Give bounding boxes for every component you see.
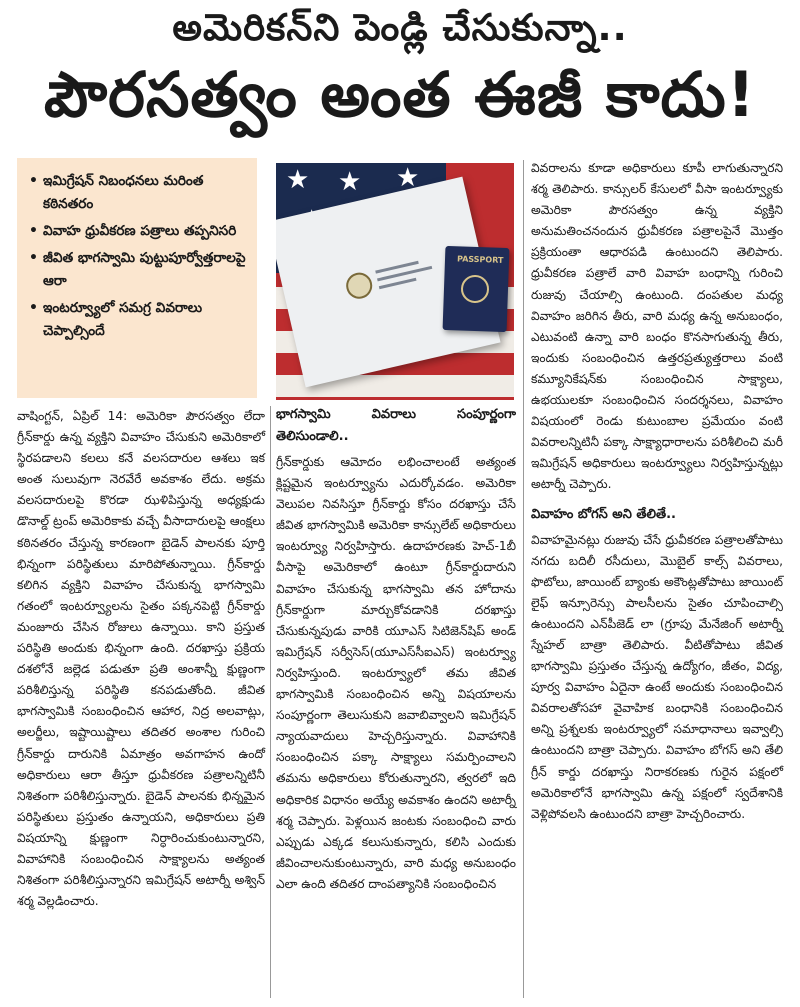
star-icon: ★ <box>396 163 420 193</box>
uscis-seal-icon <box>344 270 375 301</box>
section-subheading: భాగస్వామి వివరాలు సంపూర్ణంగా తెలిసుండాలి.. <box>276 407 516 444</box>
eagle-emblem-icon <box>461 274 490 303</box>
bullet-icon: • <box>29 223 38 239</box>
highlight-text: ఇమిగ్రేషన్‌ నిబంధనలు మరింత కఠినతరం <box>43 173 204 212</box>
column-divider <box>270 406 271 998</box>
passport-label: PASSPORT <box>456 254 504 265</box>
highlight-text: వివాహ ధ్రువీకరణ పత్రాలు తప్పనిసరి <box>43 223 237 239</box>
passport <box>443 246 510 332</box>
section-subheading: వివాహం బోగస్‌ అని తేలితే.. <box>531 506 676 522</box>
bullet-icon: • <box>29 173 38 189</box>
highlight-text: జీవిత భాగస్వామి పుట్టుపూర్వోత్తరాలపై ఆరా <box>43 250 246 289</box>
highlight-item <box>29 170 249 216</box>
highlight-item <box>29 247 249 293</box>
highlight-text: ఇంటర్వ్యూలో సమగ్ర వివరాలు చెప్పాల్సిందే <box>43 300 203 339</box>
highlight-item <box>29 297 249 343</box>
bullet-icon: • <box>29 250 38 266</box>
body-text: వివాహమైనట్లు రుజువు చేసే ధ్రువీకరణ పత్రాలతోపాటు నగదు బదిలీ రసీదులు, మొబైల్‌ కాల్స్‌ వివరాలు, ఫొటోలు, జాయింట్‌ బ్యాంకు అకౌంట్లతోపాటు జాయింట్‌ లైఫ్‌ ఇన్సూరెన్సు పాలసీలను సైతం చూపించాల్సి ఉంటుందని ఎన్‌పీజెడ్‌ లా (గ్రూపు మేనేజింగ్‌ అటార్నీ స్నేహల్‌ బాత్రా తెలిపారు. వీటితోపాటు జీవిత భాగస్వామి ప్రస్తుతం చేస్తున్న ఉద్యోగం, జీతం, విద్య, పూర్వ వివాహం ఏదైనా ఉంటే అందుకు సంబంధించిన వివరాలతోసహా వైవాహిక బంధానికి సంబంధించిన అన్ని ప్రశ్నలకు ఇంటర్వ్యూలో సమాధానాలు ఇవ్వాల్సి ఉంటుందని బాత్రా చెప్పారు. వివాహం బోగస్‌ అని తేలి గ్రీన్‌ కార్డు దరఖాస్తు నిరాకరణకు గురైన పక్షంలో అమెరికాలోనే భాగస్వామి ఉన్న పక్షంలో స్వదేశానికి వెళ్లిపోవలసి ఉంటుందని బాత్రా హెచ్చరించారు. <box>531 532 783 821</box>
body-text: వాషింగ్టన్‌, ఏప్రిల్‌ 14: అమెరికా పౌరసత్వం లేదా గ్రీన్‌కార్డు ఉన్న వ్యక్తిని వివాహం చేసుకుని అమెరికాలో స్థిరపడాలని కలలు కనే వలసదారుల ఆశలు ఇక అంత సులువుగా నెరవేరే అవకాశం లేదు. అక్రమ వలసదారులపై కొరడా ఝళిపిస్తున్న అధ్యక్షుడు డొనాల్డ్‌ ట్రంప్‌ అమెరికాకు వచ్చే వీసాదారులపై ఆంక్షలు కఠినతరం చేస్తున్న కారణంగా బైడెన్‌ పాలనకు పూర్తి భిన్నంగా పరిస్థితులు మారిపోతున్నాయి. గ్రీన్‌కార్డు కలిగిన వ్యక్తిని వివాహం చేసుకున్న భాగస్వామి గతంలో ఇంటర్వ్యూలను సైతం పక్కనపెట్టి గ్రీన్‌కార్డు మంజూరు చేసిన రోజులు ఉన్నాయి. కాని ప్రస్తుత పరిస్థితి అందుకు భిన్నంగా ఉంది. దరఖాస్తు ప్రక్రియ దశలోనే జల్లెడ పడుతూ ప్రతి అంశాన్నీ క్షుణ్ణంగా పరిశీలిస్తున్న పరిస్థితి కనపడుతోంది. జీవిత భాగస్వామికి సంబంధించిన ఆహార, నిద్ర అలవాట్లు, అలర్జీలు, ఇష్టాయిష్టాలు తదితర అంశాల గురించి గ్రీన్‌కార్డు దారునికి ఏమాత్రం అవగాహన ఉందో అధికారులు ఆరా తీస్తూ ధ్రువీకరణ పత్రాలన్నిటినీ నిశితంగా పరిశీలిస్తున్నారు. బైడెన్‌ పాలనకు భిన్నమైన పరిస్థితులు ప్రస్తుతం ఉన్నాయని, అధికారులు ప్రతి విషయాన్ని క్షుణ్ణంగా నిర్ధారించుకుంటున్నారని, వివాహానికి సంబంధించిన సాక్ష్యాలను అత్యంత నిశితంగా పరిశీలిస్తున్నారని ఇమిగ్రేషన్‌ అటార్నీ అశ్విన్‌ శర్మ వెల్లడించారు. <box>17 409 265 909</box>
main-headline: పౌరసత్వం అంత ఈజీ కాదు! <box>43 58 757 131</box>
article-column-2 <box>276 404 516 895</box>
highlight-item <box>29 220 249 243</box>
body-text: వివరాలను కూడా అధికారులు కూపీ లాగుతున్నారని శర్మ తెలిపారు. కాన్సులర్‌ కేసులలో వీసా ఇంటర్వ్యూకు అమెరికా పౌరసత్వం ఉన్న వ్యక్తిని అనుమతించనందున ధ్రువీకరణ పత్రాలపైనే మొత్తం ప్రక్రియంతా ఆధారపడి ఉంటుందని తెలిపారు. ధ్రువీకరణ పత్రాలే వారి వివాహ బంధాన్ని గురించి రుజువు చేయాల్సి ఉంటుంది. దంపతుల మధ్య వివాహం జరిగిన తీరు, వారి మధ్య ఉన్న అనుబంధం, ఎటువంటి ఉన్నా వారి బంధం కొనసాగుతున్న తీరు, ఇందుకు సంబంధించిన ఉత్తరప్రత్యుత్తరాలు వంటి కమ్యూనికేషన్‌కు సంబంధించిన సాక్ష్యాలు, ఉభయులకూ సంబంధించిన సందర్శనలు, వివాహం విషయంలో రెండు కుటుంబాల ప్రమేయం వంటి వివరాలన్నిటినీ పక్కా సాక్ష్యాధారాలను పరిశీలించి మరీ ఇమిగ్రేషన్‌ అధికారులు ఇంటర్వ్యూలు నిర్వహిస్తున్నట్లు అటార్నీ చెప్పారు. <box>531 161 783 492</box>
article-photo <box>276 163 514 400</box>
star-icon: ★ <box>338 167 362 197</box>
article-column-3 <box>531 158 783 825</box>
column-divider <box>523 160 524 998</box>
highlights-box <box>17 158 257 398</box>
star-icon: ★ <box>286 165 310 195</box>
body-text: గ్రీన్‌కార్డుకు ఆమోదం లభించాలంటే అత్యంత క్లిష్టమైన ఇంటర్వ్యూను ఎదుర్కోవడం. అమెరికా వెలుపల నివసిస్తూ గ్రీన్‌కార్డు కోసం దరఖాస్తు చేసే జీవిత భాగస్వామికి అమెరికా కాన్సులేట్‌ అధికారులు ఇంటర్వ్యూ నిర్వహిస్తారు. ఉదాహరణకు హెచ్‌-1బీ వీసాపై అమెరికాలో ఉంటూ గ్రీన్‌కార్డుదారుని వివాహం చేసుకున్న భాగస్వామి తన హోదాను గ్రీన్‌కార్డుగా మార్చుకోవడానికి దరఖాస్తు చేసుకున్నపుడు వారికి యూఎస్‌ సిటిజెన్‌షిప్‌ అండ్‌ ఇమిగ్రేషన్‌ సర్వీసెస్‌(యూఎస్‌సీఐఎస్‌) ఇంటర్వ్యూ నిర్వహిస్తుంది. ఇంటర్వ్యూలో తమ జీవిత భాగస్వామికి సంబంధించిన అన్ని విషయాలను సంపూర్ణంగా తెలుసుకుని జవాబివ్వాలని ఇమిగ్రేషన్‌ న్యాయవాదులు హెచ్చరిస్తున్నారు. వివాహానికి సంబంధించిన పక్కా సాక్ష్యాలు సమర్పించాలని తమను అధికారులు కోరుతున్నారని, త్వరలో ఇది అధికారిక విధానం అయ్యే అవకాశం ఉందని అటార్నీ శర్మ చెప్పారు. పెళ్లయిన జంటకు సంబంధించి వారు ఎప్పుడు ఎక్కడ కలుసుకున్నారు, కలిసి ఎందుకు జీవించాలనుకుంటున్నారు, వారి మధ్య అనుబంధం ఎలా ఉంది తదితర దాంపత్యానికి సంబంధించిన <box>276 455 516 891</box>
article-column-1 <box>17 406 265 912</box>
bullet-icon: • <box>29 300 38 316</box>
kicker-headline: అమెరికన్‌ని పెండ్లి చేసుకున్నా.. <box>172 6 628 49</box>
